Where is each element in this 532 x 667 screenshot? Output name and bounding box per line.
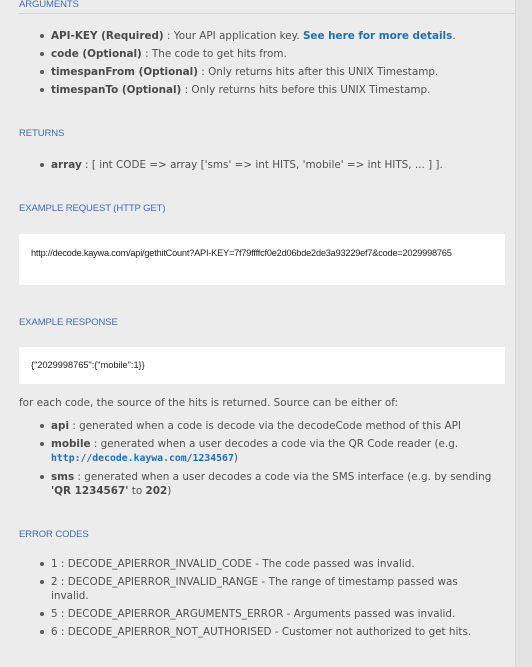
separator: : (163, 30, 174, 42)
arg-desc: Your API application key. (173, 30, 303, 42)
arg-name: timespanTo (Optional) (51, 84, 182, 96)
example-response-box (19, 347, 505, 384)
punctuation: . (452, 30, 456, 42)
example-request-url: http://decode.kaywa.com/api/gethitCount?API-KEY=7f79ffffcf0e2d06bde2de3a93229ef7&code=2029998765 (31, 248, 452, 258)
punctuation: ) (233, 452, 238, 464)
source-desc: : generated when a code is decode via the decodeCode method of this API (69, 420, 461, 432)
list-item (37, 158, 507, 172)
source-name: api (51, 420, 70, 432)
source-name: mobile (51, 438, 91, 450)
arg-name: timespanFrom (Optional) (51, 66, 198, 78)
arguments-list (37, 29, 507, 101)
list-item (37, 29, 507, 43)
list-item: 2 : DECODE_APIERROR_INVALID_RANGE - The range of timestamp passed was invalid. (37, 575, 497, 603)
arg-desc: Only returns hits after this UNIX Timestamp. (208, 66, 439, 78)
arg-desc: Only returns hits before this UNIX Timestamp. (191, 84, 431, 96)
arg-name: API-KEY (Required) (51, 30, 164, 42)
source-desc-mid: to (128, 485, 146, 497)
separator: : (197, 66, 209, 78)
separator: : (141, 48, 152, 60)
list-item (37, 83, 507, 97)
list-item (37, 65, 507, 79)
list-item: 5 : DECODE_APIERROR_ARGUMENTS_ERROR - Arguments passed was invalid. (37, 607, 497, 621)
vertical-scrollbar[interactable] (515, 0, 532, 667)
section-title-example-response: EXAMPLE RESPONSE (19, 317, 118, 328)
source-intro-text: for each code, the source of the hits is returned. Source can be either of: (19, 397, 398, 409)
example-response-json: {"2029998765":{"mobile":1}} (31, 360, 145, 370)
section-title-arguments: ARGUMENTS (19, 0, 79, 10)
list-item (37, 470, 497, 498)
separator: : (181, 84, 192, 96)
api-key-details-link[interactable]: See here for more details (302, 30, 453, 42)
source-desc: : generated when a user decodes a code via the SMS interface (e.g. by sending (74, 471, 492, 483)
punctuation: ) (167, 485, 172, 497)
return-name: array (51, 159, 82, 171)
list-item (37, 419, 497, 433)
section-title-example-request: EXAMPLE REQUEST (HTTP GET) (19, 203, 166, 214)
section-title-error-codes: ERROR CODES (19, 529, 89, 540)
arg-name: code (Optional) (51, 48, 142, 60)
sms-number: 202 (145, 485, 168, 497)
list-item (37, 437, 497, 466)
sources-list (37, 419, 497, 502)
return-desc: : [ int CODE => array ['sms' => int HITS, 'mobile' => int HITS, ... ] ]. (81, 159, 443, 171)
error-codes-list (37, 557, 497, 643)
returns-list (37, 158, 507, 172)
example-request-box (19, 234, 505, 285)
section-title-returns: RETURNS (19, 128, 65, 139)
source-desc: : generated when a user decodes a code via the QR Code reader (e.g. (90, 438, 459, 450)
example-decode-link[interactable]: http://decode.kaywa.com/1234567 (51, 453, 234, 464)
sms-example-text: 'QR 1234567' (51, 485, 129, 497)
source-name: sms (51, 471, 75, 483)
list-item (37, 47, 507, 61)
list-item: 6 : DECODE_APIERROR_NOT_AUTHORISED - Customer not authorized to get hits. (37, 625, 497, 639)
section-divider (19, 13, 516, 14)
arg-desc: The code to get hits from. (151, 48, 287, 60)
list-item: 1 : DECODE_APIERROR_INVALID_CODE - The code passed was invalid. (37, 557, 497, 571)
